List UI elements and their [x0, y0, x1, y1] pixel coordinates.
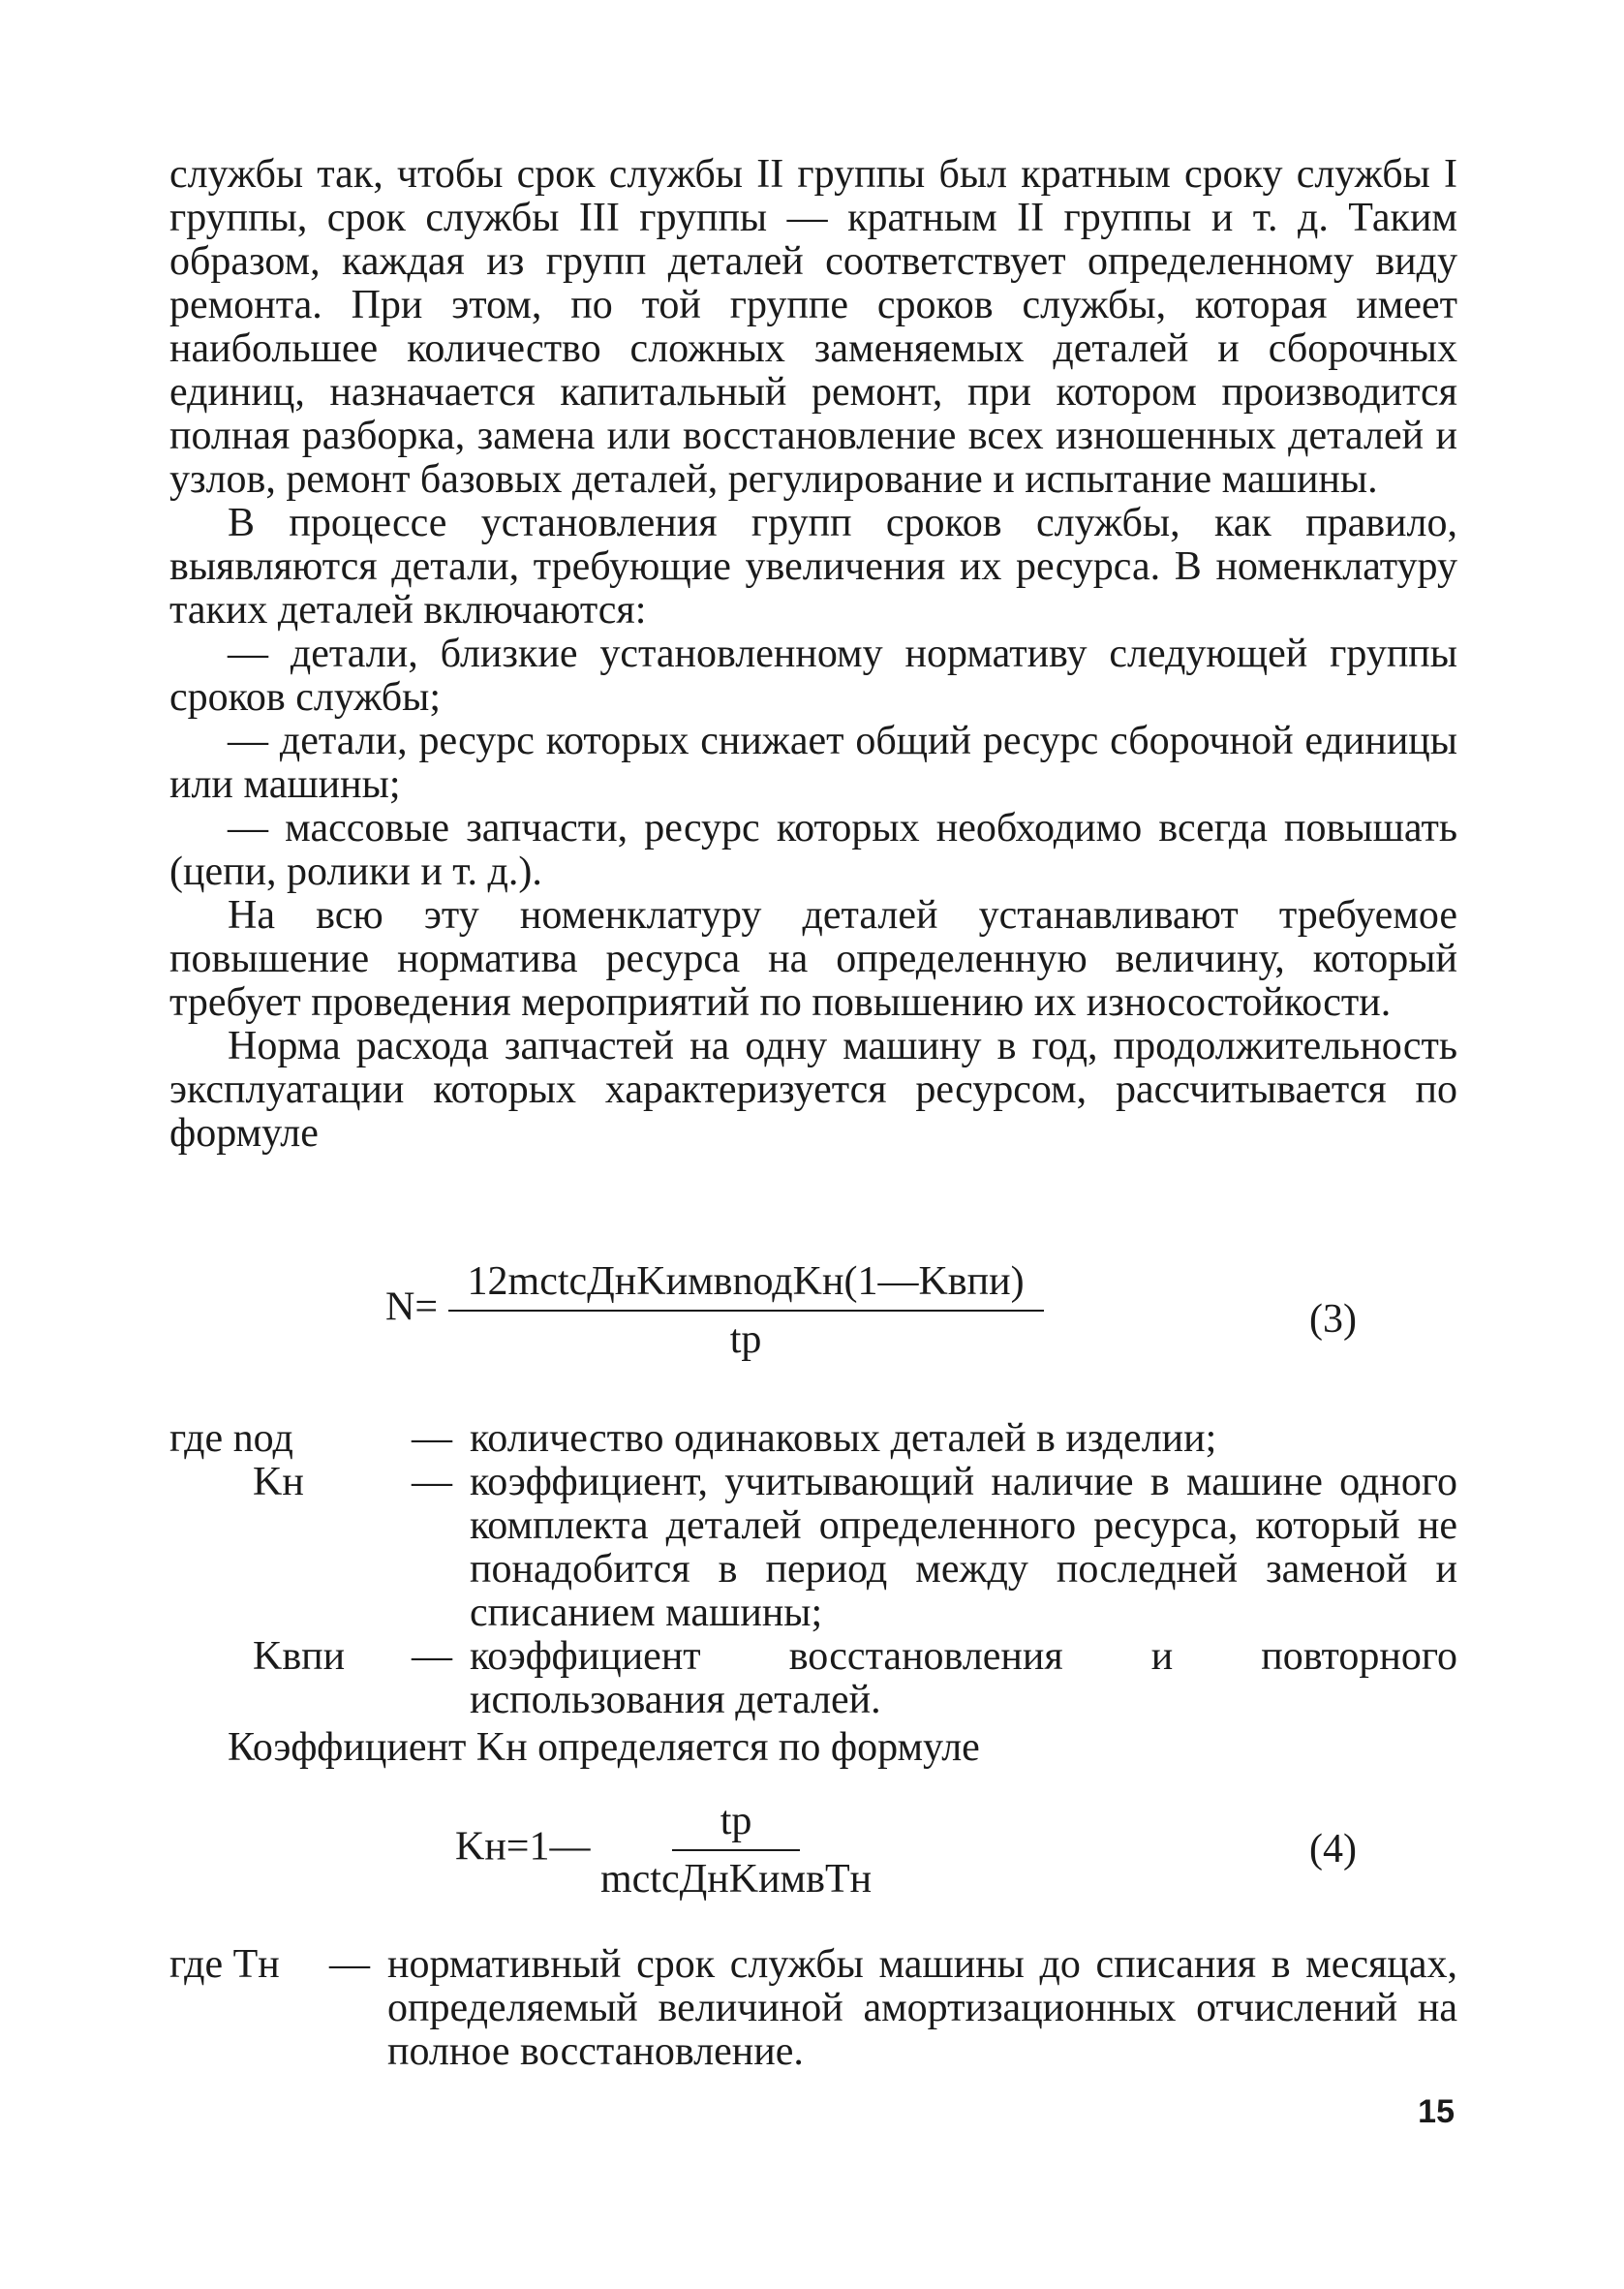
definition-dash: —: [329, 1942, 370, 1987]
formula-4: [455, 1799, 872, 1902]
page-number: 15: [1418, 2093, 1455, 2130]
formula-4-fraction: [600, 1799, 872, 1902]
formula-4-denominator: mctcДнKимвTн: [600, 1857, 873, 1902]
definition-row: [169, 1461, 1457, 1635]
definition-text: коэффициент, учитывающий наличие в машине одного комплекта деталей определенного ресурса, который не понадобится в период между последней заменой и списанием машины;: [470, 1460, 1457, 1635]
formula-3-number: (3): [1309, 1297, 1357, 1342]
definition-row: [169, 1943, 1457, 2074]
definition-prefix: где: [169, 1416, 224, 1461]
definition-symbol: [169, 1461, 412, 1504]
definition-dash: —: [412, 1634, 452, 1679]
formula-4-number: (4): [1309, 1827, 1357, 1871]
definition-text: коэффициент восстановления и повторного использования деталей.: [470, 1634, 1457, 1722]
definition-text: нормативный срок службы машины до списания в месяцах, определяемый величиной амортизационных отчислений на полное восстановление.: [387, 1942, 1457, 2074]
paragraph-3: На всю эту номенклатуру деталей устанавливают требуемое повышение норматива ресурса на определенную величину, который требует проведения мероприятий по повышению их износостойкости.: [169, 893, 1457, 1025]
definition-dash: —: [412, 1460, 452, 1504]
formula-3-numerator: 12mctcДнKимвnодKн(1—Kвпи): [448, 1259, 1044, 1312]
definition-symbol: [169, 1417, 412, 1461]
list-item-1: — детали, близкие установленному нормативу следующей группы сроков службы;: [169, 632, 1457, 720]
formula-4-lhs: Kн=1—: [455, 1824, 591, 1870]
definition-symbol: где Tн: [169, 1942, 280, 1987]
formula-4-definitions: [169, 1943, 1457, 2074]
formula-4-numerator: tp: [672, 1799, 801, 1851]
definition-row: [169, 1417, 1457, 1461]
formula-3-fraction: [448, 1259, 1044, 1362]
definition-symbol-text: nод: [232, 1416, 293, 1461]
definition-dash: —: [412, 1416, 452, 1461]
main-text: [169, 153, 1457, 1156]
formula-3-lhs: N=: [385, 1284, 439, 1330]
definition-symbol: [169, 1635, 412, 1679]
definition-text: количество одинаковых деталей в изделии;: [470, 1416, 1217, 1461]
definition-symbol-text: Kн: [253, 1460, 304, 1504]
list-item-3: — массовые запчасти, ресурс которых необходимо всегда повышать (цепи, ролики и т. д.).: [169, 806, 1457, 894]
formula-3-denominator: tp: [729, 1317, 762, 1362]
paragraph-4: Норма расхода запчастей на одну машину в год, продолжительность эксплуатации которых характеризуется ресурсом, рассчитывается по формуле: [169, 1024, 1457, 1156]
kn-intro: Коэффициент Kн определяется по формуле: [228, 1725, 980, 1770]
definition-row: [169, 1635, 1457, 1722]
formula-3: [385, 1259, 1044, 1362]
definition-symbol-text: Kвпи: [253, 1634, 346, 1679]
paragraph-1: службы так, чтобы срок службы II группы был кратным сроку службы I группы, срок службы III группы — кратным II группы и т. д. Таким образом, каждая из групп деталей соответствует определенному виду ремонта. При этом, по той группе сроков службы, которая имеет наибольшее количество сложных заменяемых деталей и сборочных единиц, назначается капитальный ремонт, при котором производится полная разборка, замена или восстановление всех изношенных деталей и узлов, ремонт базовых деталей, регулирование и испытание машины.: [169, 152, 1457, 502]
formula-3-definitions: [169, 1417, 1457, 1770]
paragraph-2: В процессе установления групп сроков службы, как правило, выявляются детали, требующие увеличения их ресурса. В номенклатуру таких деталей включаются:: [169, 501, 1457, 633]
list-item-2: — детали, ресурс которых снижает общий ресурс сборочной единицы или машины;: [169, 719, 1457, 807]
